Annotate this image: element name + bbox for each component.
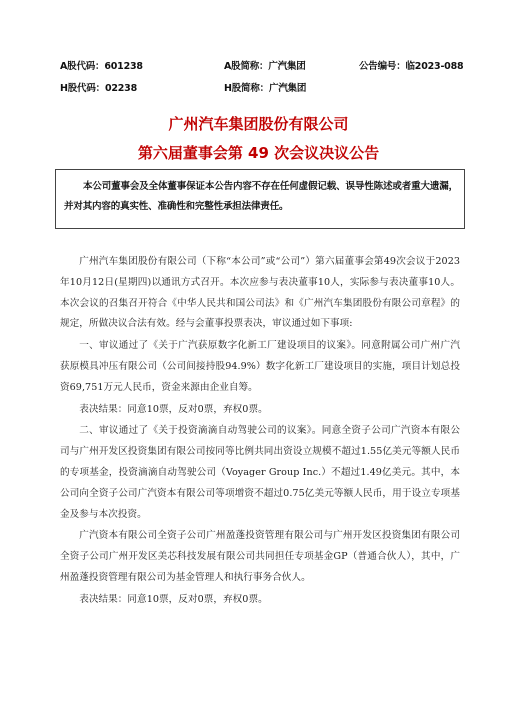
disclaimer-box (55, 169, 465, 229)
company-title: 广州汽车集团股份有限公司 (168, 115, 349, 133)
announcement-body (60, 252, 460, 611)
notice-number: 公告编号：临2023-088 (359, 61, 464, 72)
a-share-code: A股代码：601238 (60, 61, 143, 72)
h-share-code: H股代码：02238 (60, 83, 138, 94)
resolution-1-paragraph: 一、审议通过了《关于广汽获原数字化新工厂建设项目的议案》。同意附属公司广州广汽获原模具冲压有限公司（公司间接持股94.9%）数字化新工厂建设项目的实施，项目计划总投资69,751万元人民币，资金来源由企业自筹。 (60, 340, 460, 393)
disclaimer-text: 本公司董事会及全体董事保证本公告内容不存在任何虚假记载、误导性陈述或者重大遗漏，并对其内容的真实性、准确性和完整性承担法律责任。 (64, 181, 458, 212)
announcement-title: 第六届董事会第 49 次会议决议公告 (137, 144, 380, 162)
a-share-name: A股简称：广汽集团 (224, 61, 306, 72)
h-share-name: H股简称：广汽集团 (224, 83, 307, 94)
resolution-2-paragraph: 二、审议通过了《关于投资滴滴自动驾驶公司的议案》。同意全资子公司广汽资本有限公司与广州开发区投资集团有限公司按同等比例共同出资设立规模不超过1.55亿美元等额人民币的专项基金，投资滴滴自动驾驶公司（Voyager Group Inc.）不超过1.49亿美元。其中，本公司向全资子公司广汽资本有限公司等项增资不超过0.75亿美元等额人民币，用于设立专项基金及参与本次投资。 (60, 425, 460, 520)
fund-gp-paragraph: 广汽资本有限公司全资子公司广州盈蓬投资管理有限公司与广州开发区投资集团有限公司全资子公司广州开发区美芯科技发展有限公司共同担任专项基金GP（普通合伙人），其中，广州盈蓬投资管理有限公司为基金管理人和执行事务合伙人。 (60, 530, 460, 583)
resolution-1-vote: 表决结果：同意10票，反对0票，弃权0票。 (79, 403, 268, 415)
resolution-2-vote: 表决结果：同意10票，反对0票，弃权0票。 (79, 593, 268, 605)
intro-paragraph: 广州汽车集团股份有限公司（下称“本公司”或“公司”）第六届董事会第49次会议于2023年10月12日(星期四)以通讯方式召开。本次应参与表决董事10人，实际参与表决董事10人。本次会议的召集召开符合《中华人民共和国公司法》和《广州汽车集团股份有限公司章程》的规定，所做决议合法有效。经与会董事投票表决，审议通过如下事项: (60, 256, 460, 330)
